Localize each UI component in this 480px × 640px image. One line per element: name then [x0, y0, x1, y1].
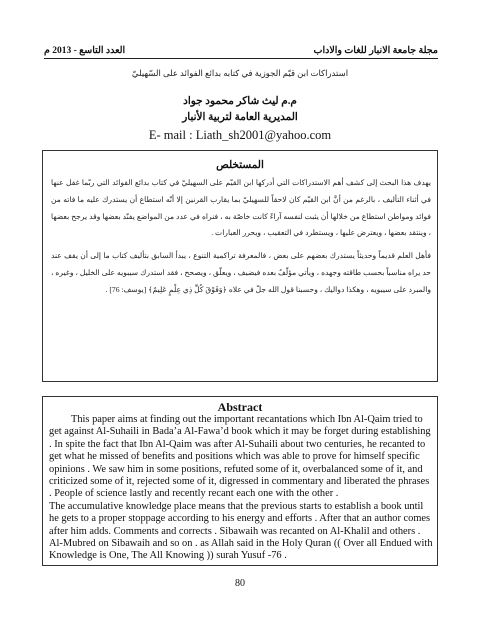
english-abstract-paragraph: This paper aims at finding out the important recantations which Ibn Al-Qaim tried to get against Al-Suhaili in Bada’a Al-Fawa’d book which it may be forget during establishing . In spite the fact that Ibn Al-Qaim was after Al-Suhaili about two centuries, he recanted to get what he missed of benefits and positions which was able to prove for himself specific opinions . We saw him in some positions, refuted some of it, overbalanced some of it, and criticized some of it, rejected some of it, digressed in commentary and liberated the phrases . People of science lastly and recently recant each one with the other . — [49, 414, 431, 500]
running-header — [44, 44, 438, 56]
author-name: م.م ليث شاكر محمود جواد — [183, 96, 297, 107]
english-abstract-box — [42, 396, 438, 566]
arabic-abstract-paragraph: فأهل العلم قديماً وحديثاً يستدرك بعضهم على بعض ، فالمعرفة تراكمية التنوع ، يبدأ السابق بتأليف كتاب ما إلى أن يقف عند حد يراه مناسباً بحسب طاقته وجهده ، ويأتي مؤلّفٌ بعده فيضيف ، ويعلّق ، ويصحح ، فقد استدرك سيبويه على الخليل ، وغيره ، والمبرد على سيبويه ، وهكذا دواليك ، وحسبنا قول الله جلّ في علاه ﴿وَفَوْقَ كُلِّ ذِي عِلْمٍ عَلِيمٌ﴾ [يوسف: 76] . — [51, 251, 431, 294]
header-divider — [44, 58, 438, 59]
author-email: E- mail : Liath_sh2001@yahoo.com — [148, 128, 332, 142]
author-block — [40, 94, 440, 126]
page-number: 80 — [235, 578, 245, 589]
issue-label: العدد التاسع - 2013 م — [44, 46, 126, 56]
arabic-abstract-title: المستخلص — [216, 160, 264, 171]
arabic-article-title: استدراكات ابن قيّم الجوزية في كتابه بدائع الفوائد على السّهيليّ — [131, 68, 349, 78]
arabic-abstract-body — [51, 175, 431, 305]
author-affiliation: المديرية العامة لتربية الأنبار — [182, 112, 298, 123]
journal-name: مجلة جامعة الانبار للغات والاداب — [313, 46, 438, 56]
english-abstract-body — [49, 414, 433, 563]
english-abstract-paragraph: The accumulative knowledge place means that the previous starts to establish a book until he gets to a proper stoppage according to his energy and efforts . After that an author comes after him adds. Comments and corrects . Sibawaih was recanted on Al-Khalil and others . Al-Mubred on Sibawaih and so on . as Allah said in the Holy Quran (( Over all Endued with Knowledge is One, The All Knowing )) surah Yusuf -76 . — [49, 500, 433, 562]
arabic-abstract-box — [42, 150, 438, 382]
arabic-abstract-paragraph: يهدف هذا البحث إلى كشف أهم الاستدراكات التي أدركها ابن القيّم على السهيليّ في كتاب بدائع الفوائد التي ربّما غفل عنها في أثناء التأليف ، بالرغم من أنَّ ابن القيّم كان لاحقاً للسهيليّ بما يقارب القرنين إلا أنّه استطاع أن يستدرك عليه ما فاته من فوائد ومواطن استطاع من خلالها أن يثبت لنفسه آراءً كانت خاصّة به ، فنراه في عدد من المواضع يفنّد بعضها وقد يرجح بعضها ، وينتقد بعضها ، ويعترض عليها ، ويستطرد في التعقيب ، ويحرر العبارات . — [51, 178, 431, 238]
english-abstract-title: Abstract — [217, 400, 263, 414]
